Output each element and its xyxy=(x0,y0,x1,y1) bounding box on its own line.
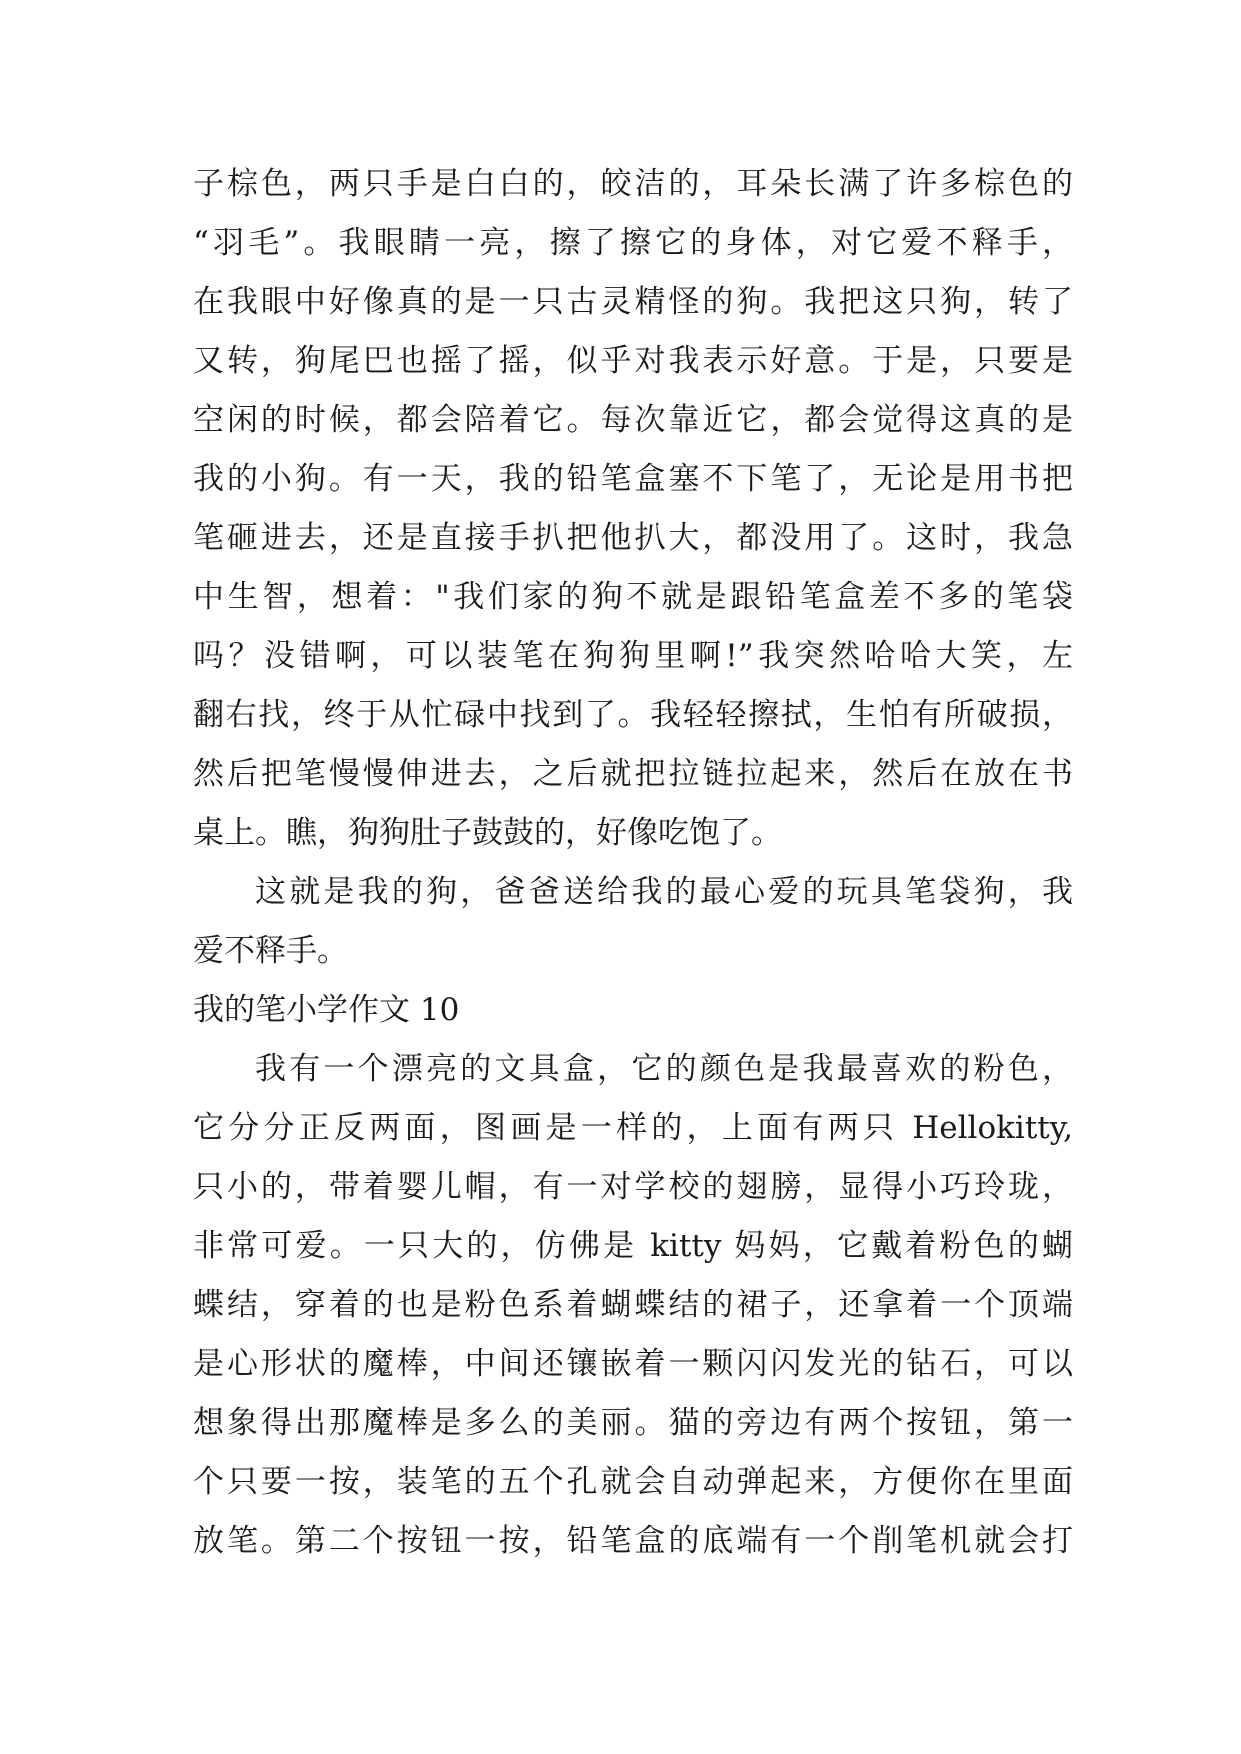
paragraph-conclusion xyxy=(193,863,1073,981)
document-body xyxy=(193,155,1073,1571)
text-line: 想象得出那魔棒是多么的美丽。猫的旁边有两个按钮，第一 xyxy=(193,1405,1073,1441)
text-line: 又转，狗尾巴也摇了摇，似乎对我表示好意。于是，只要是 xyxy=(193,343,1073,379)
text-line: 蝶结，穿着的也是粉色系着蝴蝶结的裙子，还拿着一个顶端 xyxy=(193,1287,1073,1323)
paragraph-dog-story xyxy=(193,155,1073,863)
text-line: 我的小狗。有一天，我的铅笔盒塞不下笔了，无论是用书把 xyxy=(193,461,1073,497)
text-line: “羽毛”。我眼睛一亮，擦了擦它的身体，对它爱不释手， xyxy=(193,225,1073,261)
text-line: 吗？没错啊，可以装笔在狗狗里啊!”我突然哈哈大笑，左 xyxy=(193,638,1073,674)
text-line: 这就是我的狗，爸爸送给我的最心爱的玩具笔袋狗，我 xyxy=(255,874,1073,910)
text-line: 翻右找，终于从忙碌中找到了。我轻轻擦拭，生怕有所破损， xyxy=(193,697,1073,733)
text-line: 空闲的时候，都会陪着它。每次靠近它，都会觉得这真的是 xyxy=(193,402,1073,438)
text-line: 在我眼中好像真的是一只古灵精怪的狗。我把这只狗，转了 xyxy=(193,284,1073,320)
text-line: 子棕色，两只手是白白的，皎洁的，耳朵长满了许多棕色的 xyxy=(193,166,1073,202)
text-line: 桌上。瞧，狗狗肚子鼓鼓的，好像吃饱了。 xyxy=(193,815,782,851)
text-line: 我有一个漂亮的文具盒，它的颜色是我最喜欢的粉色， xyxy=(255,1051,1073,1087)
text-line: 非常可爱。一只大的，仿佛是 kitty 妈妈，它戴着粉色的蝴 xyxy=(193,1228,1073,1264)
text-line: 它分分正反两面，图画是一样的，上面有两只 Hellokitty, xyxy=(193,1110,1073,1146)
paragraph-pencil-box xyxy=(193,1040,1073,1571)
text-line: 然后把笔慢慢伸进去，之后就把拉链拉起来，然后在放在书 xyxy=(193,756,1073,792)
text-line: 放笔。第二个按钮一按，铅笔盒的底端有一个削笔机就会打 xyxy=(193,1523,1073,1559)
text-line: 中生智，想着："我们家的狗不就是跟铅笔盒差不多的笔袋 xyxy=(193,579,1073,615)
text-line: 是心形状的魔棒，中间还镶嵌着一颗闪闪发光的钻石，可以 xyxy=(193,1346,1073,1382)
text-line: 笔砸进去，还是直接手扒把他扒大，都没用了。这时，我急 xyxy=(193,520,1073,556)
text-line: 个只要一按，装笔的五个孔就会自动弹起来，方便你在里面 xyxy=(193,1464,1073,1500)
text-line: 只小的，带着婴儿帽，有一对学校的翅膀，显得小巧玲珑， xyxy=(193,1169,1073,1205)
text-line: 爱不释手。 xyxy=(193,933,348,969)
section-title: 我的笔小学作文 10 xyxy=(193,992,460,1028)
